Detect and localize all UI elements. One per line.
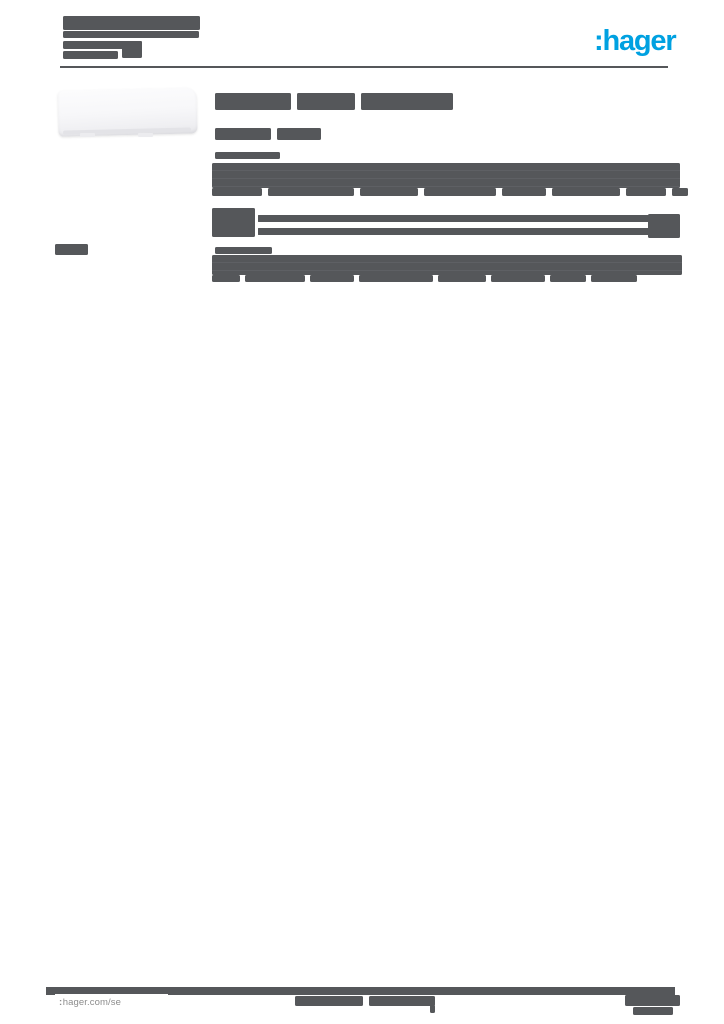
hager-logo	[594, 26, 675, 58]
doc-reference-line-4	[63, 51, 118, 59]
product-image	[58, 87, 197, 138]
text-fragment	[502, 188, 546, 196]
text-fragment	[245, 275, 305, 282]
footer-info-fragment	[295, 996, 363, 1006]
text-fragment	[591, 275, 637, 282]
text-fragment	[310, 275, 354, 282]
hager-logo-colon: :	[594, 25, 603, 57]
dimension-leader-line-1	[258, 215, 680, 222]
footer-info-comma	[430, 1005, 435, 1013]
doc-reference-line-1	[63, 16, 200, 30]
subtitle-word-2	[277, 128, 321, 140]
text-fragment	[438, 275, 486, 282]
margin-note-placeholder	[55, 244, 88, 255]
title-word-3	[361, 93, 453, 110]
footer-website-link[interactable]	[55, 994, 168, 1017]
product-image-notch-right	[138, 133, 153, 137]
text-fragment	[268, 188, 354, 196]
text-fragment	[552, 188, 620, 196]
section2-heading-placeholder	[215, 247, 272, 254]
text-fragment	[359, 275, 433, 282]
hager-logo-text: hager	[602, 25, 676, 57]
footer-website-colon: :	[59, 997, 63, 1008]
doc-reference-mark	[122, 41, 142, 58]
section1-paragraph-placeholder	[212, 163, 680, 188]
footer-website-text: hager.com/se	[62, 997, 121, 1008]
dimension-leader-line-2	[258, 228, 680, 235]
section1-paragraph-lastline	[212, 188, 688, 196]
title-word-1	[215, 93, 291, 110]
doc-reference-line-2	[63, 31, 199, 38]
section2-paragraph-lastline	[212, 275, 637, 282]
section1-heading-placeholder	[215, 152, 280, 159]
dimension-value-placeholder	[648, 214, 680, 238]
text-fragment	[360, 188, 418, 196]
text-fragment	[491, 275, 545, 282]
text-fragment	[424, 188, 496, 196]
section2-paragraph-placeholder	[212, 255, 682, 275]
text-fragment	[212, 275, 240, 282]
header-divider-rule	[60, 66, 668, 68]
text-fragment	[550, 275, 586, 282]
product-title-placeholder	[215, 93, 453, 110]
text-fragment	[212, 188, 262, 196]
subtitle-word-1	[215, 128, 271, 140]
product-subtitle-placeholder	[215, 128, 321, 140]
footer-page-block-line-1	[625, 995, 680, 1006]
dimension-label-placeholder	[212, 208, 255, 237]
text-fragment	[672, 188, 688, 196]
product-image-notch-left	[80, 133, 95, 137]
title-word-2	[297, 93, 355, 110]
footer-page-block-line-2	[633, 1007, 673, 1015]
footer-info-placeholder	[295, 996, 435, 1006]
footer-info-fragment	[369, 996, 435, 1006]
text-fragment	[626, 188, 666, 196]
